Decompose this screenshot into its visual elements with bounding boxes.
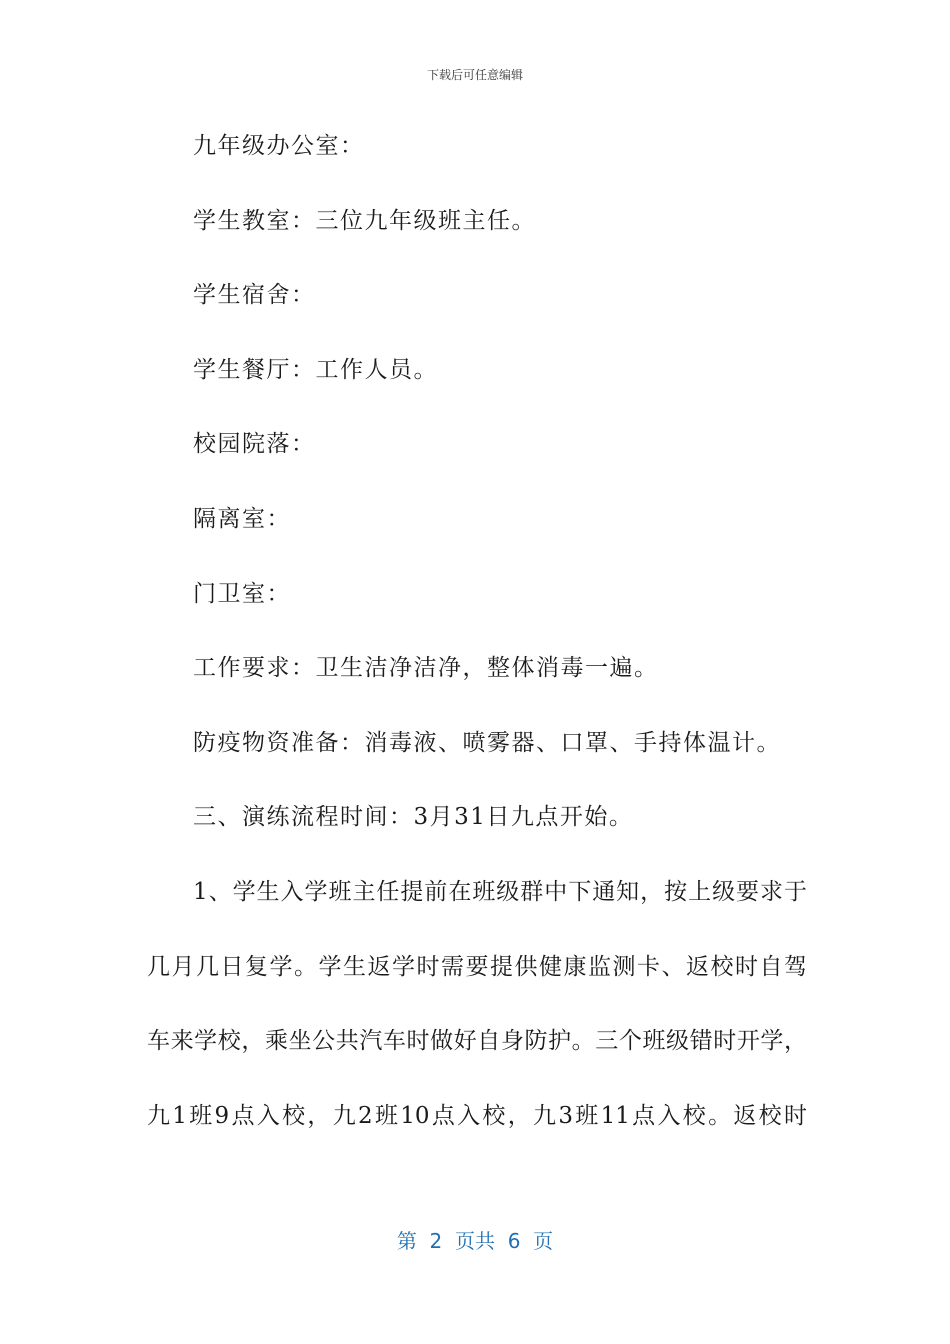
paragraph-line: 几月几日复学。学生返学时需要提供健康监测卡、返校时自驾	[147, 953, 807, 980]
page-number: 第 2 页共 6 页	[396, 1229, 554, 1253]
paragraph-line: 学生宿舍：	[193, 282, 316, 309]
paragraph-line: 工作要求：卫生洁净洁净，整体消毒一遍。	[193, 655, 659, 682]
section-heading: 三、演练流程时间：3月31日九点开始。	[193, 804, 634, 831]
document-body	[147, 122, 807, 1166]
paragraph-line: 校园院落：	[193, 431, 316, 458]
paragraph-line: 防疫物资准备：消毒液、喷雾器、口罩、手持体温计。	[193, 729, 781, 756]
download-note: 下载后可任意编辑	[426, 68, 523, 82]
paragraph-line: 1、学生入学班主任提前在班级群中下通知，按上级要求于	[193, 878, 807, 905]
paragraph-line: 学生教室：三位九年级班主任。	[193, 207, 536, 234]
paragraph-line: 九1班9点入校，九2班10点入校，九3班11点入校。返校时	[147, 1102, 807, 1129]
paragraph-line: 隔离室：	[193, 505, 291, 532]
paragraph-line: 学生餐厅：工作人员。	[193, 356, 438, 383]
paragraph-line: 门卫室：	[193, 580, 291, 607]
paragraph-line: 九年级办公室：	[193, 133, 365, 159]
paragraph-line: 车来学校，乘坐公共汽车时做好自身防护。三个班级错时开学，	[147, 1028, 807, 1055]
